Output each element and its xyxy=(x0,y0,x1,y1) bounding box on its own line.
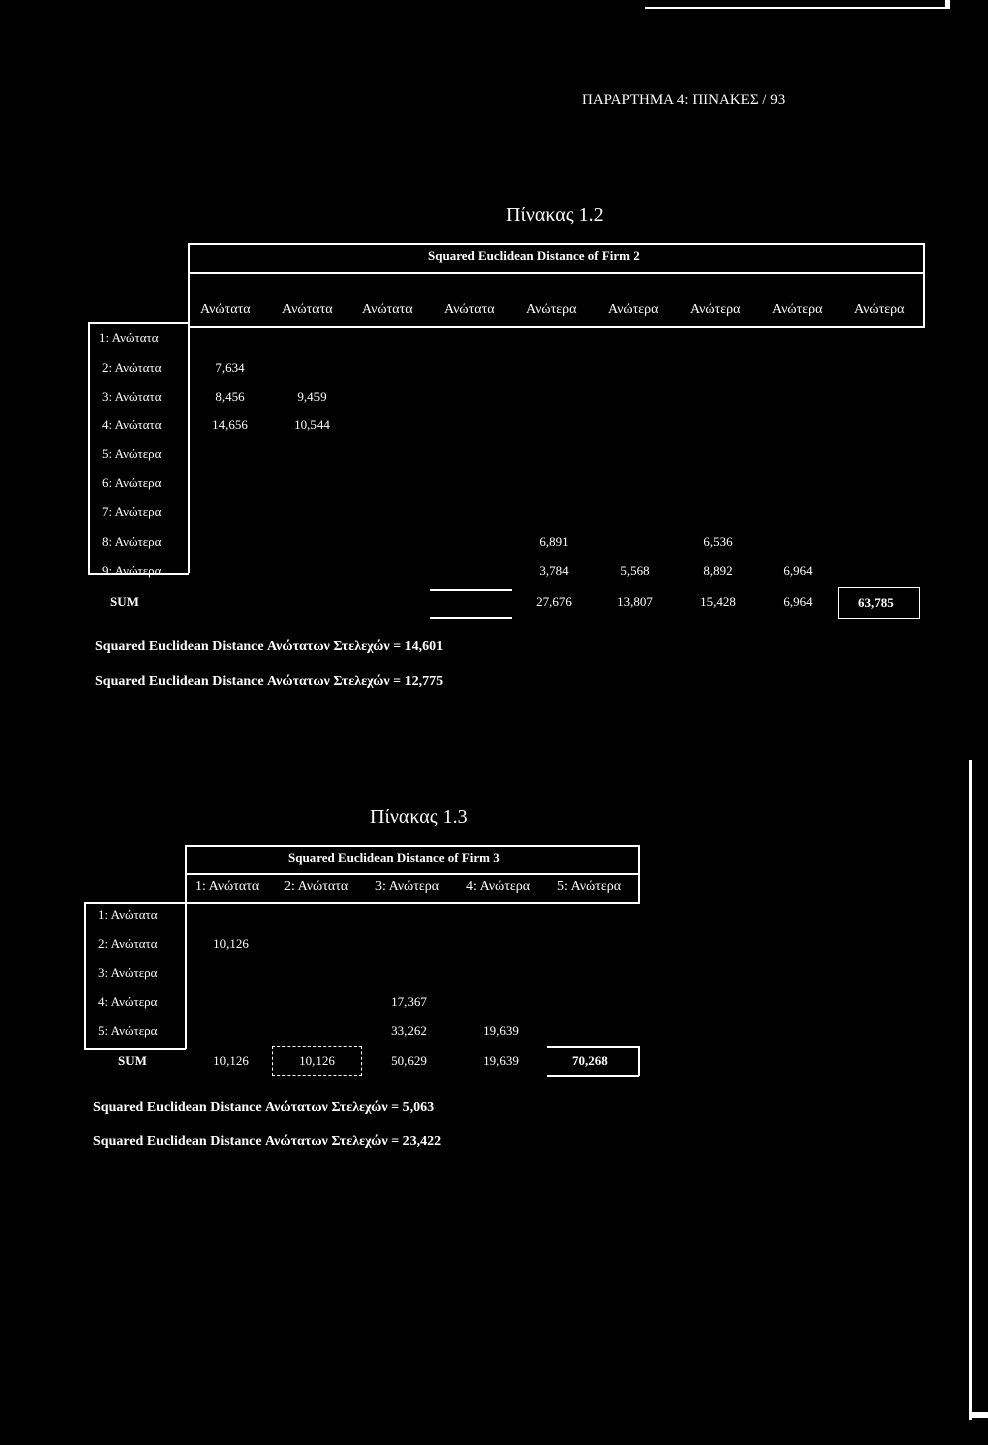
t13-col-2: 2: Ανώτατα xyxy=(284,879,349,894)
t13-cell: 10,126 xyxy=(213,936,249,951)
t12-rowlab-left xyxy=(88,322,90,574)
t12-row-label-3: 3: Ανώτατα xyxy=(102,389,162,404)
t12-cell: 3,784 xyxy=(539,563,569,578)
t13-row-label-3: 3: Ανώτερα xyxy=(98,965,158,980)
t12-col-5: Ανώτερα xyxy=(526,302,577,317)
t12-col-8: Ανώτερα xyxy=(772,302,823,317)
table12-title: Squared Euclidean Distance of Firm 2 xyxy=(428,248,640,263)
t13-sum-label: SUM xyxy=(118,1053,147,1068)
t12-col-7: Ανώτερα xyxy=(690,302,741,317)
t13-rowlab-bottom xyxy=(84,1048,186,1050)
t13-rowlab-top xyxy=(84,902,186,904)
t13-row-label-1: 1: Ανώτατα xyxy=(98,907,158,922)
t12-sum-rule-top xyxy=(430,589,512,591)
t12-row-label-6: 6: Ανώτερα xyxy=(102,475,162,490)
t12-row-label-1: 1: Ανώτατα xyxy=(99,330,159,345)
t12-note-2: Squared Euclidean Distance Ανώτατων Στελεχών = 12,775 xyxy=(95,674,444,689)
top-corner-mark xyxy=(945,0,950,9)
t13-col-5: 5: Ανώτερα xyxy=(557,879,622,894)
t12-cell: 6,964 xyxy=(783,563,813,578)
t13-total-rule-bottom xyxy=(547,1075,639,1077)
t12-note-1: Squared Euclidean Distance Ανώτατων Στελεχών = 14,601 xyxy=(95,639,444,654)
t12-title-rule xyxy=(188,272,925,274)
t12-sum-cell: 27,676 xyxy=(536,594,572,609)
t12-cell: 9,459 xyxy=(297,389,327,404)
t12-cell: 5,568 xyxy=(620,563,650,578)
t12-col-9: Ανώτερα xyxy=(854,302,905,317)
t13-total-rule-top xyxy=(547,1046,639,1048)
t12-row-label-9: 9: Ανώτερα xyxy=(102,563,162,578)
table12-caption: Πίνακας 1.2 xyxy=(506,204,604,226)
t12-sum-rule-bottom xyxy=(430,617,512,619)
t13-cell: 19,639 xyxy=(483,1023,519,1038)
page-header: ΠΑΡΑΡΤΗΜΑ 4: ΠΙΝΑΚΕΣ / 93 xyxy=(582,92,786,108)
t13-note-2: Squared Euclidean Distance Ανώτατων Στελεχών = 23,422 xyxy=(93,1134,442,1149)
t12-frame-right xyxy=(923,243,925,327)
t13-header-bottom xyxy=(185,902,640,904)
t12-cell: 8,456 xyxy=(215,389,245,404)
t13-total-rule-right xyxy=(638,1046,640,1076)
t13-cell: 17,367 xyxy=(391,994,427,1009)
t12-sum-cell: 6,964 xyxy=(783,594,813,609)
t12-cell: 6,536 xyxy=(703,534,733,549)
t12-row-label-2: 2: Ανώτατα xyxy=(102,360,162,375)
right-edge-line xyxy=(969,760,972,1420)
t13-sum-box xyxy=(272,1046,362,1076)
t13-cell: 33,262 xyxy=(391,1023,427,1038)
t13-sum-cell: 19,639 xyxy=(483,1053,519,1068)
table13-caption: Πίνακας 1.3 xyxy=(370,806,468,828)
t12-cell: 7,634 xyxy=(215,360,245,375)
t12-col-2: Ανώτατα xyxy=(282,302,333,317)
t13-frame-left xyxy=(185,845,187,1049)
t12-row-label-4: 4: Ανώτατα xyxy=(102,417,162,432)
t13-sum-cell: 10,126 xyxy=(299,1053,335,1068)
table13-title: Squared Euclidean Distance of Firm 3 xyxy=(288,850,500,865)
t12-sum-label: SUM xyxy=(110,594,139,609)
t12-frame-top xyxy=(188,243,925,245)
t12-total-value: 63,785 xyxy=(858,595,894,610)
t12-header-bottom xyxy=(188,326,925,328)
t13-frame-top xyxy=(185,845,640,847)
t13-col-3: 3: Ανώτερα xyxy=(375,879,440,894)
t12-rowlab-top xyxy=(88,322,189,324)
t12-row-label-5: 5: Ανώτερα xyxy=(102,446,162,461)
t13-col-1: 1: Ανώτατα xyxy=(195,879,260,894)
t13-sum-cell: 50,629 xyxy=(391,1053,427,1068)
t13-note-1: Squared Euclidean Distance Ανώτατων Στελεχών = 5,063 xyxy=(93,1100,435,1115)
t12-row-label-7: 7: Ανώτερα xyxy=(102,504,162,519)
t12-col-4: Ανώτατα xyxy=(444,302,495,317)
t13-total-value: 70,268 xyxy=(572,1053,608,1068)
t13-sum-cell: 10,126 xyxy=(213,1053,249,1068)
t12-sum-cell: 13,807 xyxy=(617,594,653,609)
t12-cell: 14,656 xyxy=(212,417,248,432)
t12-cell: 10,544 xyxy=(294,417,330,432)
t12-cell: 8,892 xyxy=(703,563,733,578)
t12-col-3: Ανώτατα xyxy=(362,302,413,317)
t13-row-label-2: 2: Ανώτατα xyxy=(98,936,158,951)
t13-rowlab-left xyxy=(84,902,86,1049)
right-edge-mark xyxy=(969,1412,988,1418)
t12-row-label-8: 8: Ανώτερα xyxy=(102,534,162,549)
t12-col-6: Ανώτερα xyxy=(608,302,659,317)
top-border-line xyxy=(645,7,950,9)
t13-row-label-5: 5: Ανώτερα xyxy=(98,1023,158,1038)
t13-title-rule xyxy=(185,873,640,875)
t13-row-label-4: 4: Ανώτερα xyxy=(98,994,158,1009)
t12-cell: 6,891 xyxy=(539,534,569,549)
t12-frame-left xyxy=(188,243,190,573)
t12-col-1: Ανώτατα xyxy=(200,302,251,317)
t13-col-4: 4: Ανώτερα xyxy=(466,879,531,894)
t12-sum-cell: 15,428 xyxy=(700,594,736,609)
